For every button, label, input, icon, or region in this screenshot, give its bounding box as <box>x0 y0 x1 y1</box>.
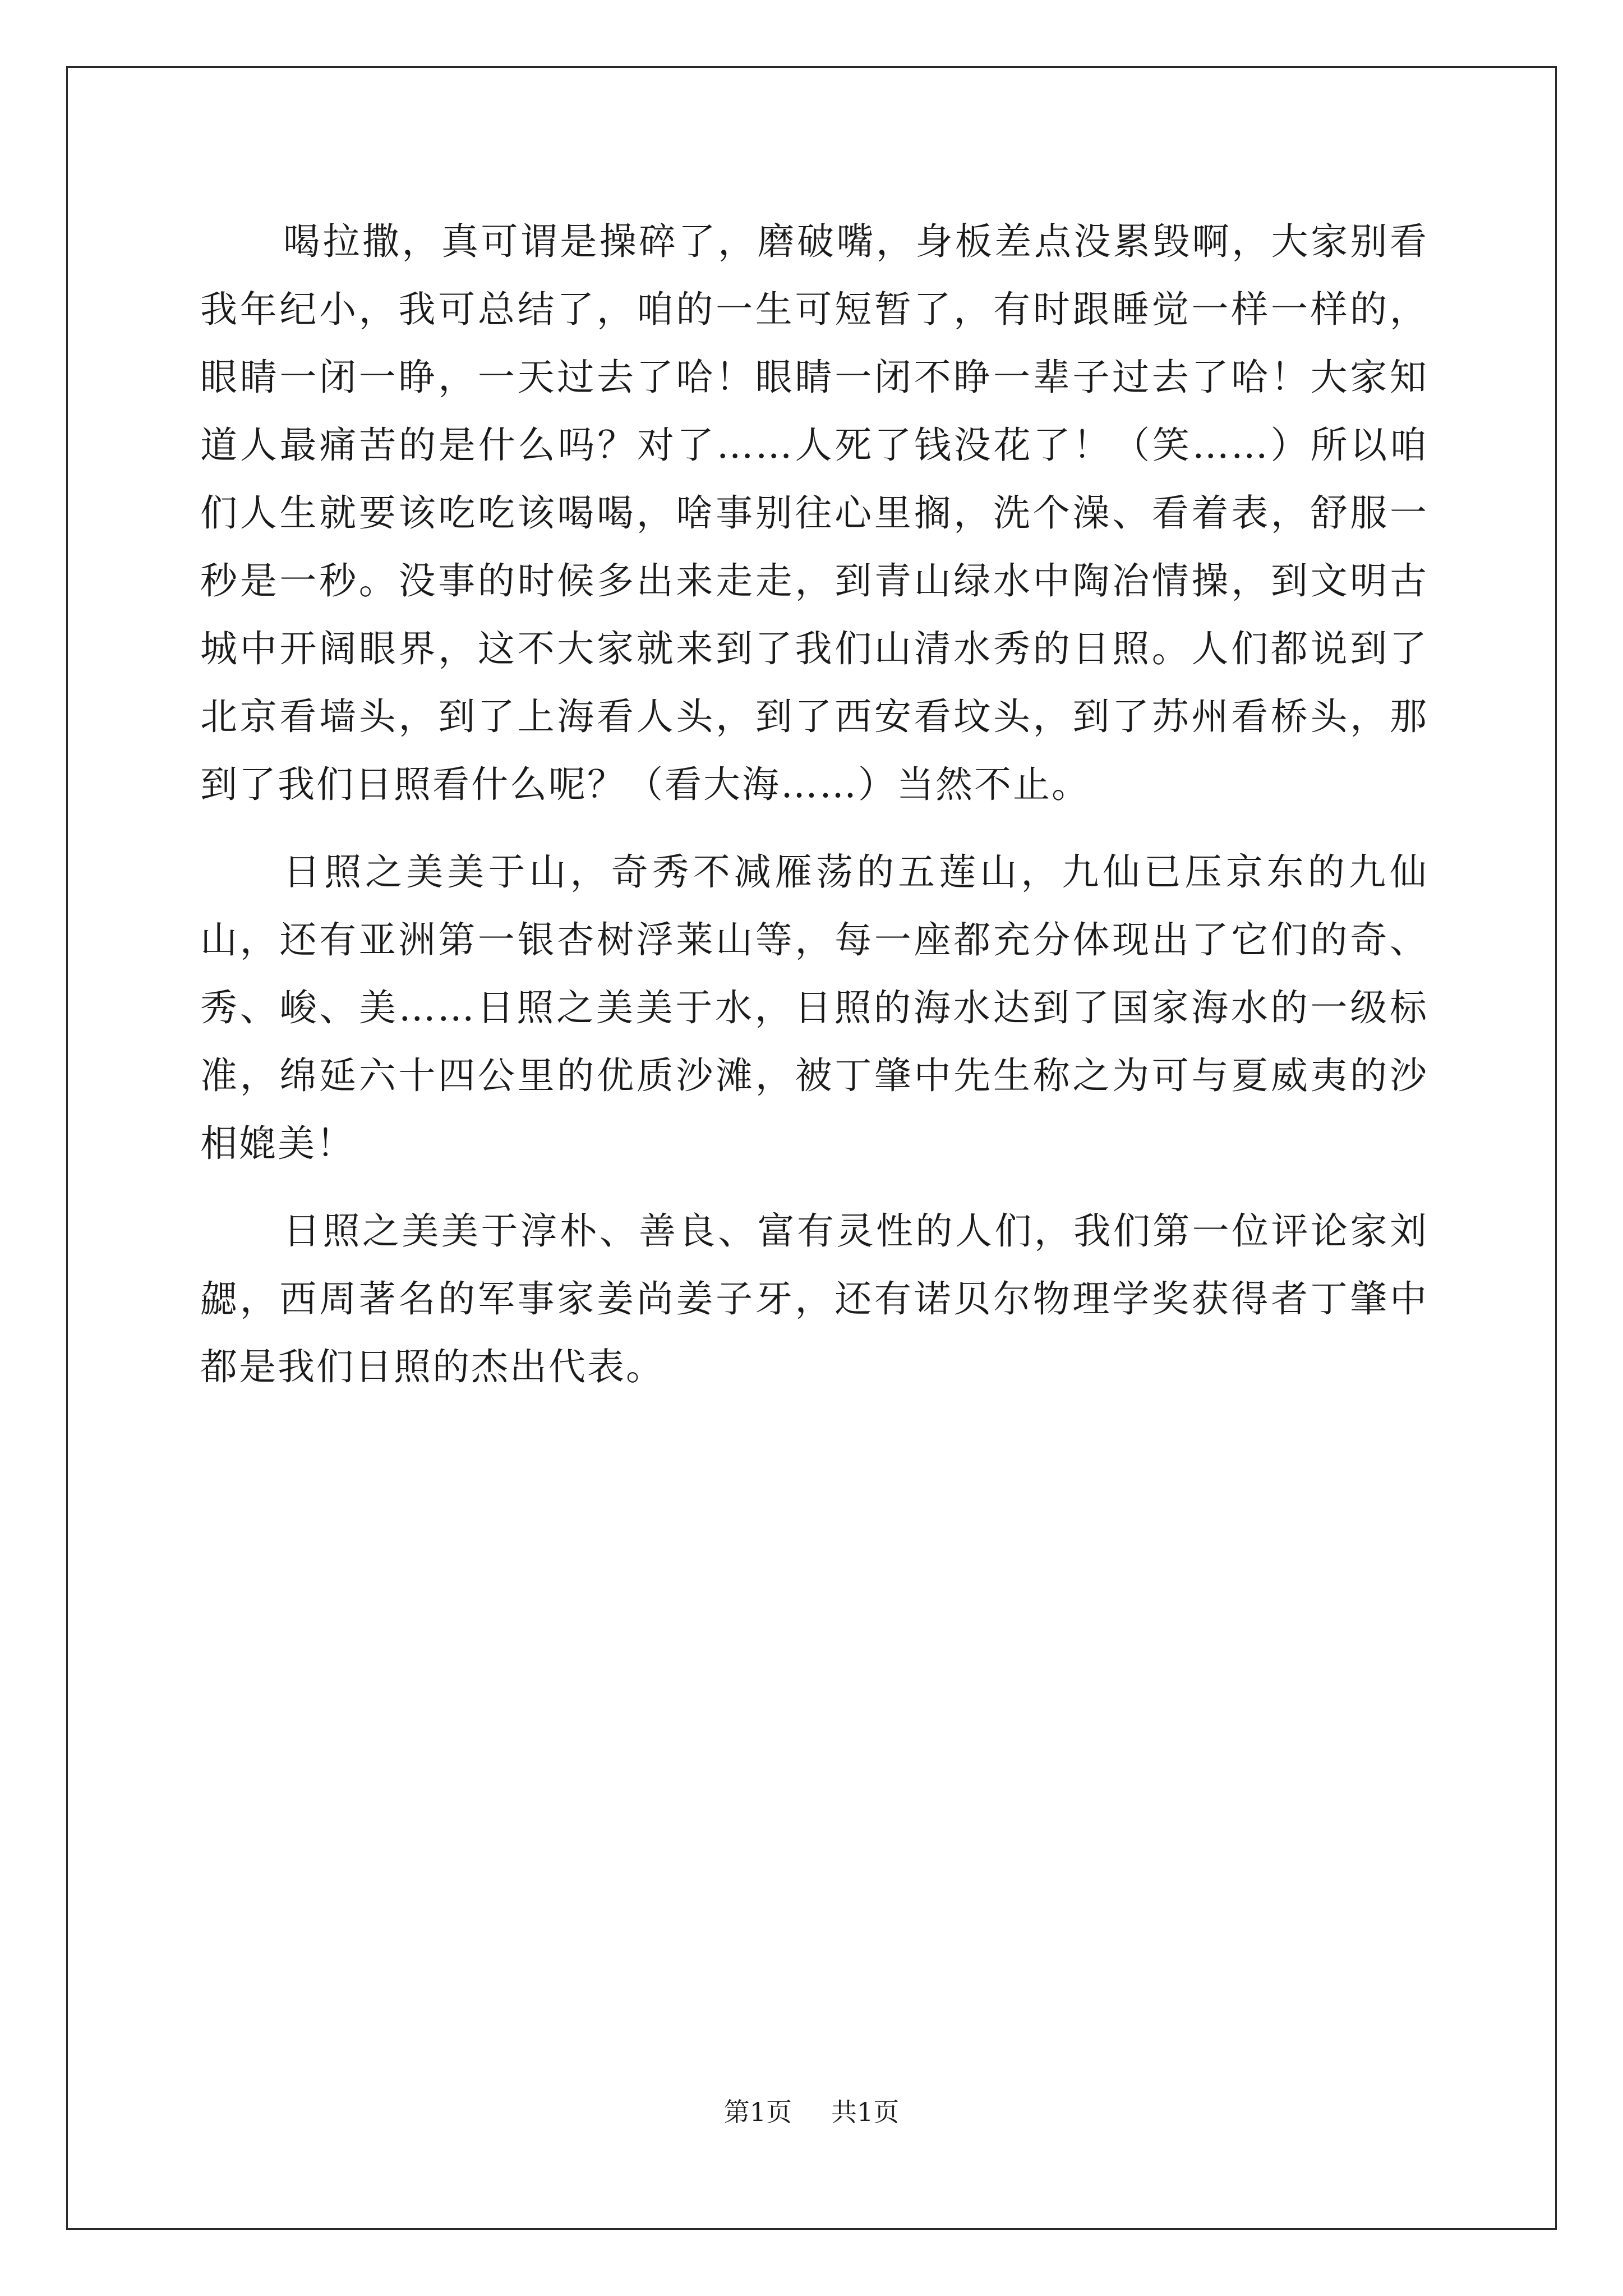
page-footer <box>0 2095 1623 2129</box>
paragraph-2: 日照之美美于山，奇秀不减雁荡的五莲山，九仙已压京东的九仙山，还有亚洲第一银杏树浮莱山等，每一座都充分体现出了它们的奇、秀、峻、美……日照之美美于水，日照的海水达到了国家海水的一级标准，绵延六十四公里的优质沙滩，被丁肇中先生称之为可与夏威夷的沙相媲美！ <box>200 850 1428 1165</box>
page-number: 第1页 <box>723 2097 792 2127</box>
total-pages: 共1页 <box>831 2097 900 2127</box>
paragraph-1: 喝拉撒，真可谓是操碎了，磨破嘴，身板差点没累毁啊，大家别看我年纪小，我可总结了，咱的一生可短暂了，有时跟睡觉一样一样的，眼睛一闭一睁，一天过去了哈！眼睛一闭不睁一辈子过去了哈！大家知道人最痛苦的是什么吗？对了……人死了钱没花了！（笑……）所以咱们人生就要该吃吃该喝喝，啥事别往心里搁，洗个澡、看着表，舒服一秒是一秒。没事的时候多出来走走，到青山绿水中陶冶情操，到文明古城中开阔眼界，这不大家就来到了我们山清水秀的日照。人们都说到了北京看墙头，到了上海看人头，到了西安看坟头，到了苏州看桥头，那到了我们日照看什么呢？（看大海……）当然不止。 <box>200 220 1428 806</box>
paragraph-3: 日照之美美于淳朴、善良、富有灵性的人们，我们第一位评论家刘勰，西周著名的军事家姜尚姜子牙，还有诺贝尔物理学奖获得者丁肇中都是我们日照的杰出代表。 <box>200 1209 1428 1388</box>
document-body <box>200 208 1428 1420</box>
